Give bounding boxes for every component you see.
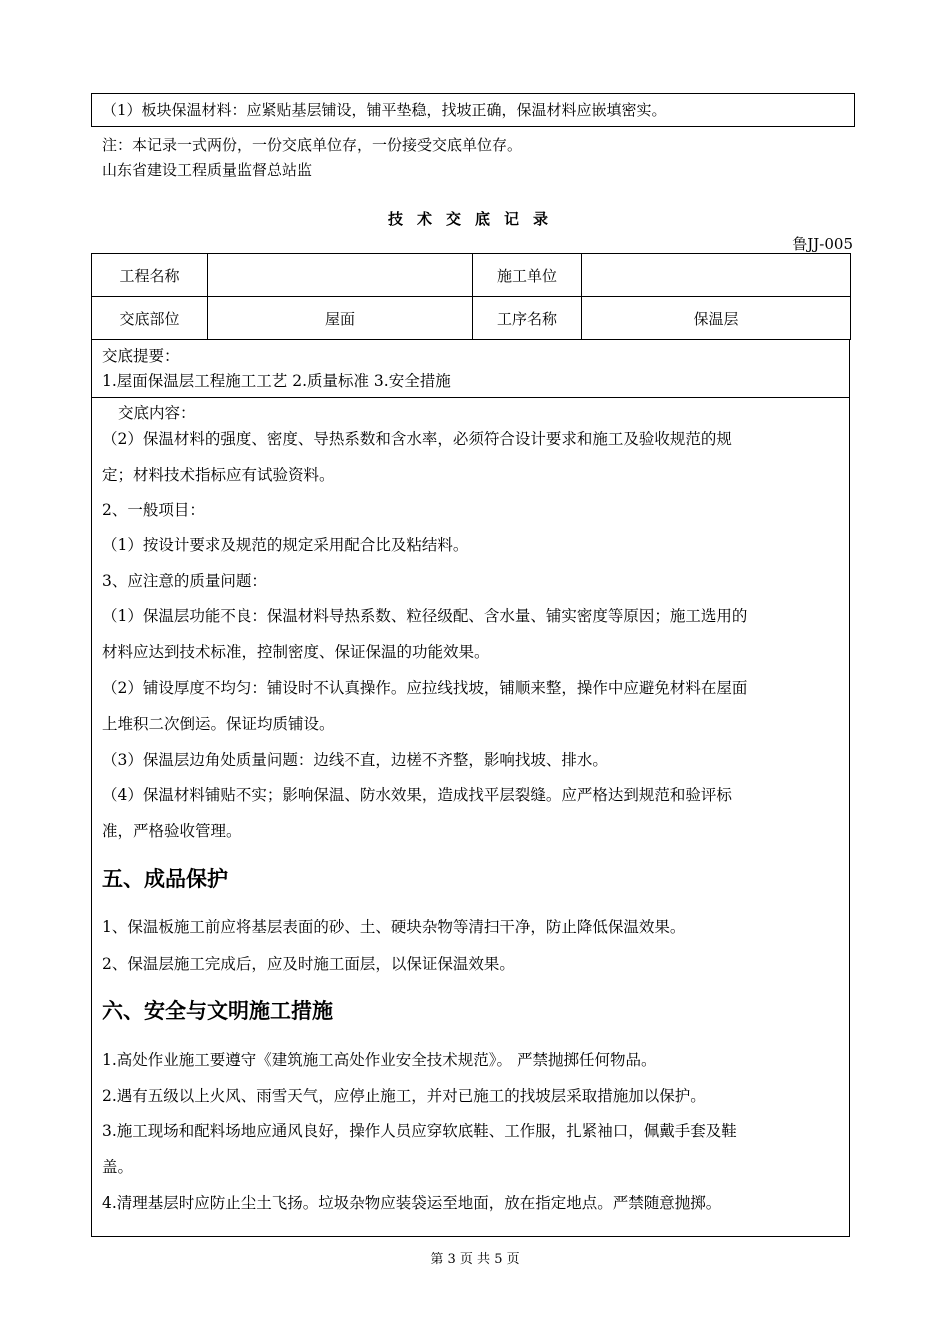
divider xyxy=(92,397,849,398)
record-note: 注：本记录一式两份，一份交底单位存，一份接受交底单位存。 xyxy=(102,136,523,154)
content-line: （1）按设计要求及规范的规定采用配合比及粘结料。 xyxy=(102,536,469,554)
contractor-value xyxy=(582,254,851,297)
summary-text: 1.屋面保温层工程施工工艺 2.质量标准 3.安全措施 xyxy=(102,372,451,390)
content-line: 盖。 xyxy=(102,1158,134,1176)
content-line: （4）保温材料铺贴不实；影响保温、防水效果，造成找平层裂缝。应严格达到规范和验评标 xyxy=(102,786,732,804)
content-line: （2）铺设厚度不均匀：铺设时不认真操作。应拉线找坡，铺顺来整，操作中应避免材料在屋面 xyxy=(102,679,748,697)
content-line: 准，严格验收管理。 xyxy=(102,822,242,840)
content-line: 2、保温层施工完成后，应及时施工面层，以保证保温效果。 xyxy=(102,955,515,973)
content-line: 2、一般项目： xyxy=(102,501,205,519)
content-line: 材料应达到技术标准，控制密度、保证保温的功能效果。 xyxy=(102,643,490,661)
form-title: 技术交底记录 xyxy=(387,210,562,228)
project-name-label: 工程名称 xyxy=(92,254,208,297)
content-label: 交底内容： xyxy=(118,404,196,422)
content-line: 3.施工现场和配料场地应通风良好，操作人员应穿软底鞋、工作服，扎紧袖口，佩戴手套及鞋 xyxy=(102,1122,737,1140)
content-line: 1.高处作业施工要遵守《建筑施工高处作业安全技术规范》。 严禁抛掷任何物品。 xyxy=(102,1051,657,1069)
content-line: （1）保温层功能不良：保温材料导热系数、粒径级配、含水量、铺实密度等原因；施工选用的 xyxy=(102,607,748,625)
content-line: 1、保温板施工前应将基层表面的砂、土、硬块杂物等清扫干净，防止降低保温效果。 xyxy=(102,918,686,936)
content-line: 定；材料技术指标应有试验资料。 xyxy=(102,466,335,484)
content-line: 上堆积二次倒运。保证均质铺设。 xyxy=(102,715,335,733)
content-line: 4.清理基层时应防止尘土飞扬。垃圾杂物应装袋运至地面，放在指定地点。严禁随意抛掷。 xyxy=(102,1194,722,1212)
section-heading: 六、安全与文明施工措施 xyxy=(102,998,333,1023)
section-heading: 五、成品保护 xyxy=(102,866,228,891)
location-label: 交底部位 xyxy=(92,297,208,340)
page-number: 第 3 页 共 5 页 xyxy=(430,1252,520,1267)
issuer-note: 山东省建设工程质量监督总站监 xyxy=(102,161,313,179)
previous-content-text: （1）板块保温材料：应紧贴基层铺设，铺平垫稳，找坡正确，保温材料应嵌填密实。 xyxy=(102,101,667,119)
project-name-value xyxy=(208,254,473,297)
content-line: （2）保温材料的强度、密度、导热系数和含水率，必须符合设计要求和施工及验收规范的规 xyxy=(102,430,732,448)
table-row xyxy=(92,254,851,297)
contractor-label: 施工单位 xyxy=(473,254,582,297)
summary-label: 交底提要： xyxy=(102,347,180,365)
content-line: （3）保温层边角处质量问题：边线不直，边槎不齐整，影响找坡、排水。 xyxy=(102,751,608,769)
location-value: 屋面 xyxy=(208,297,473,340)
content-box xyxy=(91,339,850,1237)
table-row xyxy=(92,297,851,340)
content-line: 2.遇有五级以上火风、雨雪天气，应停止施工，并对已施工的找坡层采取措施加以保护。 xyxy=(102,1087,706,1105)
previous-content-box xyxy=(91,93,855,127)
process-label: 工序名称 xyxy=(473,297,582,340)
process-value: 保温层 xyxy=(582,297,851,340)
content-line: 3、应注意的质量问题： xyxy=(102,572,267,590)
form-code: 鲁JJ-005 xyxy=(792,235,853,253)
info-table xyxy=(91,253,851,340)
